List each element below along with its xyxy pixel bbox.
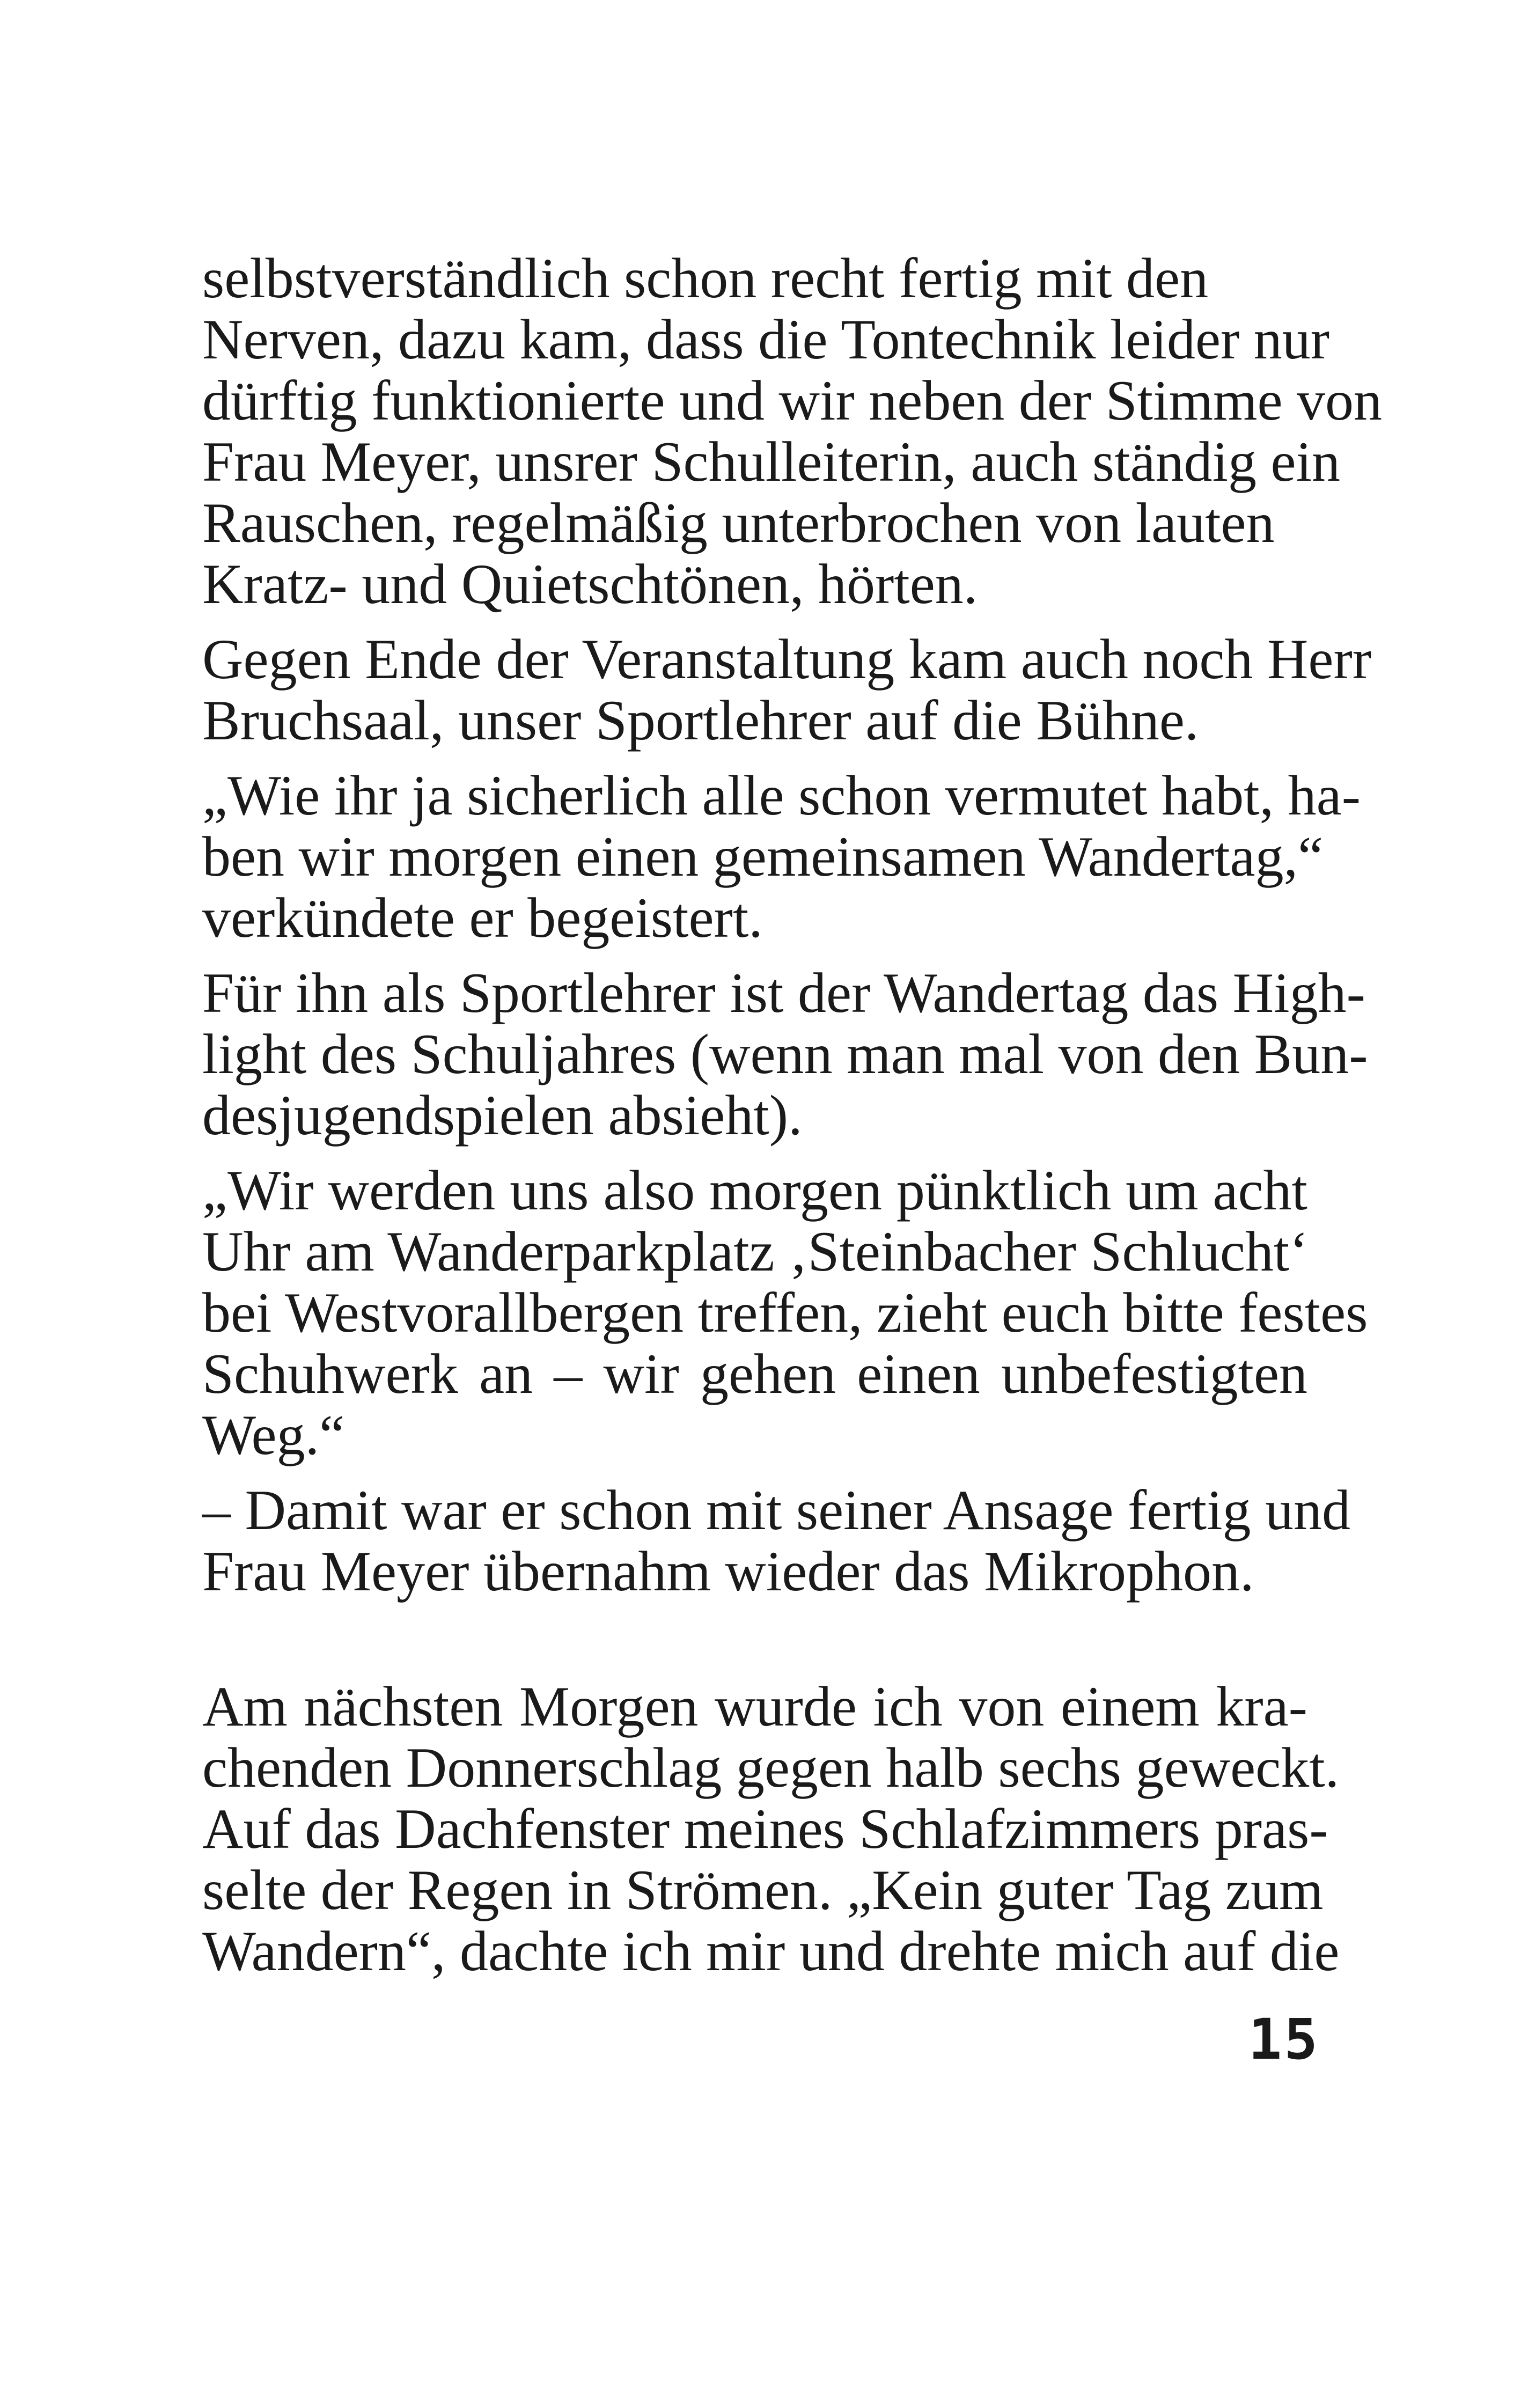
text-line: Für ihn als Sportlehrer ist der Wandertag das High- xyxy=(202,961,1365,1024)
text-line: Auf das Dachfenster meines Schlafzimmers pras- xyxy=(202,1797,1328,1860)
text-line: verkündete er begeistert. xyxy=(202,886,763,949)
text-line: Kratz- und Quietschtönen, hörten. xyxy=(202,553,978,615)
text-line: selte der Regen in Strömen. „Kein guter Tag zum xyxy=(202,1859,1324,1921)
text-line: Nerven, dazu kam, dass die Tontechnik leider nur xyxy=(202,308,1330,371)
text-line: Schuhwerk an – wir gehen einen unbefestigten xyxy=(202,1342,1307,1405)
text-line: light des Schuljahres (wenn man mal von den Bun- xyxy=(202,1023,1368,1085)
text-line: „Wir werden uns also morgen pünktlich um acht xyxy=(202,1159,1307,1222)
text-line: Gegen Ende der Veranstaltung kam auch noch Herr xyxy=(202,628,1372,691)
text-line: Frau Meyer übernahm wieder das Mikrophon. xyxy=(202,1540,1254,1603)
body-text xyxy=(202,247,1383,1983)
text-line: selbstverständlich schon recht fertig mit den xyxy=(202,247,1209,310)
text-line: Am nächsten Morgen wurde ich von einem kra- xyxy=(202,1675,1307,1738)
text-line: bei Westvorallbergen treffen, zieht euch bitte festes xyxy=(202,1281,1368,1344)
text-line: Uhr am Wanderparkplatz ‚Steinbacher Schlucht‘ xyxy=(202,1220,1309,1283)
text-line: Wandern“, dachte ich mir und drehte mich auf die xyxy=(202,1920,1340,1983)
text-line: desjugendspielen absieht). xyxy=(202,1084,803,1147)
text-line: ben wir morgen einen gemeinsamen Wandertag,“ xyxy=(202,825,1324,888)
text-line: Weg.“ xyxy=(202,1404,345,1466)
text-line: „Wie ihr ja sicherlich alle schon vermutet habt, ha- xyxy=(202,764,1361,827)
text-line: Rauschen, regelmäßig unterbrochen von lauten xyxy=(202,491,1275,554)
text-line: chenden Donnerschlag gegen halb sechs geweckt. xyxy=(202,1736,1340,1799)
page-number: 15 xyxy=(1248,2007,1320,2072)
text-line: – Damit war er schon mit seiner Ansage fertig und xyxy=(202,1479,1351,1541)
text-line: Frau Meyer, unsrer Schulleiterin, auch ständig ein xyxy=(202,430,1341,493)
text-line: dürftig funktionierte und wir neben der Stimme von xyxy=(202,369,1383,432)
text-line: Bruchsaal, unser Sportlehrer auf die Bühne. xyxy=(202,689,1199,752)
